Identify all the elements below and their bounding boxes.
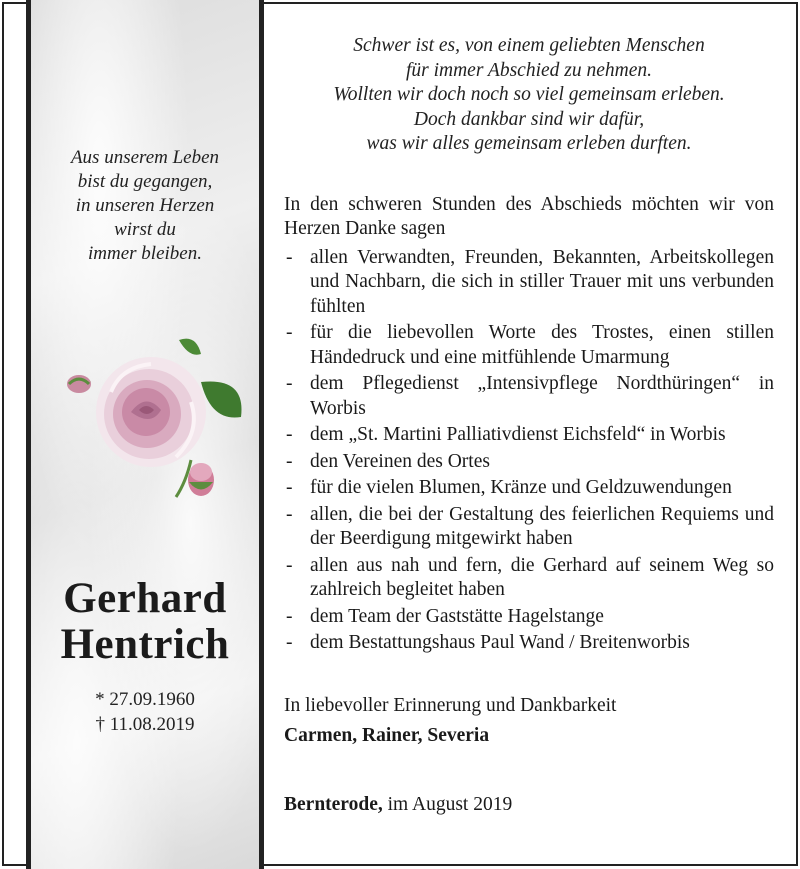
last-name: Hentrich [60, 621, 230, 668]
poem-line: für immer Abschied zu nehmen. [405, 59, 653, 81]
thanks-item: - dem „St. Martini Palliativdienst Eichsfeld“ in Worbis [284, 423, 774, 448]
rose-icon [51, 332, 251, 502]
sidebar [26, 0, 264, 869]
thanks-item: - für die vielen Blumen, Kränze und Geldzuwendungen [284, 476, 774, 501]
quote-line: immer bleiben. [88, 243, 202, 264]
thanks-item: - den Vereinen des Ortes [284, 450, 774, 475]
thanks-item: - dem Bestattungshaus Paul Wand / Breitenworbis [284, 631, 774, 656]
life-dates [31, 687, 259, 737]
thanks-item: - dem Pflegedienst „Intensivpflege Nordthüringen“ in Worbis [284, 372, 774, 421]
poem [284, 34, 774, 157]
first-name: Gerhard [63, 575, 227, 622]
place: Bernterode, [284, 793, 383, 815]
quote-line: Aus unserem Leben [70, 147, 220, 168]
quote-line: bist du gegangen, [77, 171, 213, 192]
main-text [284, 34, 774, 817]
thanks-intro: In den schweren Stunden des Abschieds möchten wir von Herzen Danke sagen [284, 193, 774, 239]
poem-line: Doch dankbar sind wir dafür, [413, 108, 645, 130]
thanks-item: - für die liebevollen Worte des Trostes, einen stillen Händedruck und eine mitfühlende Umarmung [284, 321, 774, 370]
thanks-item: - dem Team der Gaststätte Hagelstange [284, 605, 774, 630]
closing-line: In liebevoller Erinnerung und Dankbarkeit [284, 694, 617, 716]
thanks-item: - allen aus nah und fern, die Gerhard auf seinem Weg so zahlreich begleitet haben [284, 554, 774, 603]
birth-date: * 27.09.1960 [95, 689, 195, 710]
poem-line: Schwer ist es, von einem geliebten Menschen [353, 35, 705, 56]
thanks-item: - allen, die bei der Gestaltung des feierlichen Requiems und der Beerdigung mitgewirkt haben [284, 503, 774, 552]
poem-line: was wir alles gemeinsam erleben durften. [366, 133, 692, 154]
sidebar-quote [31, 146, 259, 266]
death-date: † 11.08.2019 [95, 714, 195, 735]
place-date [284, 793, 774, 818]
quote-line: in unseren Herzen [75, 195, 215, 216]
deceased-name [31, 576, 259, 668]
thanks-list [284, 246, 774, 656]
signers: Carmen, Rainer, Severia [284, 725, 490, 746]
poem-line: Wollten wir doch noch so viel gemeinsam erleben. [333, 84, 725, 105]
date: im August 2019 [387, 793, 513, 815]
thanks-item: - allen Verwandten, Freunden, Bekannten, Arbeitskollegen und Nachbarn, die sich in stiller Trauer mit uns verbunden fühlten [284, 246, 774, 320]
quote-line: wirst du [114, 219, 176, 240]
